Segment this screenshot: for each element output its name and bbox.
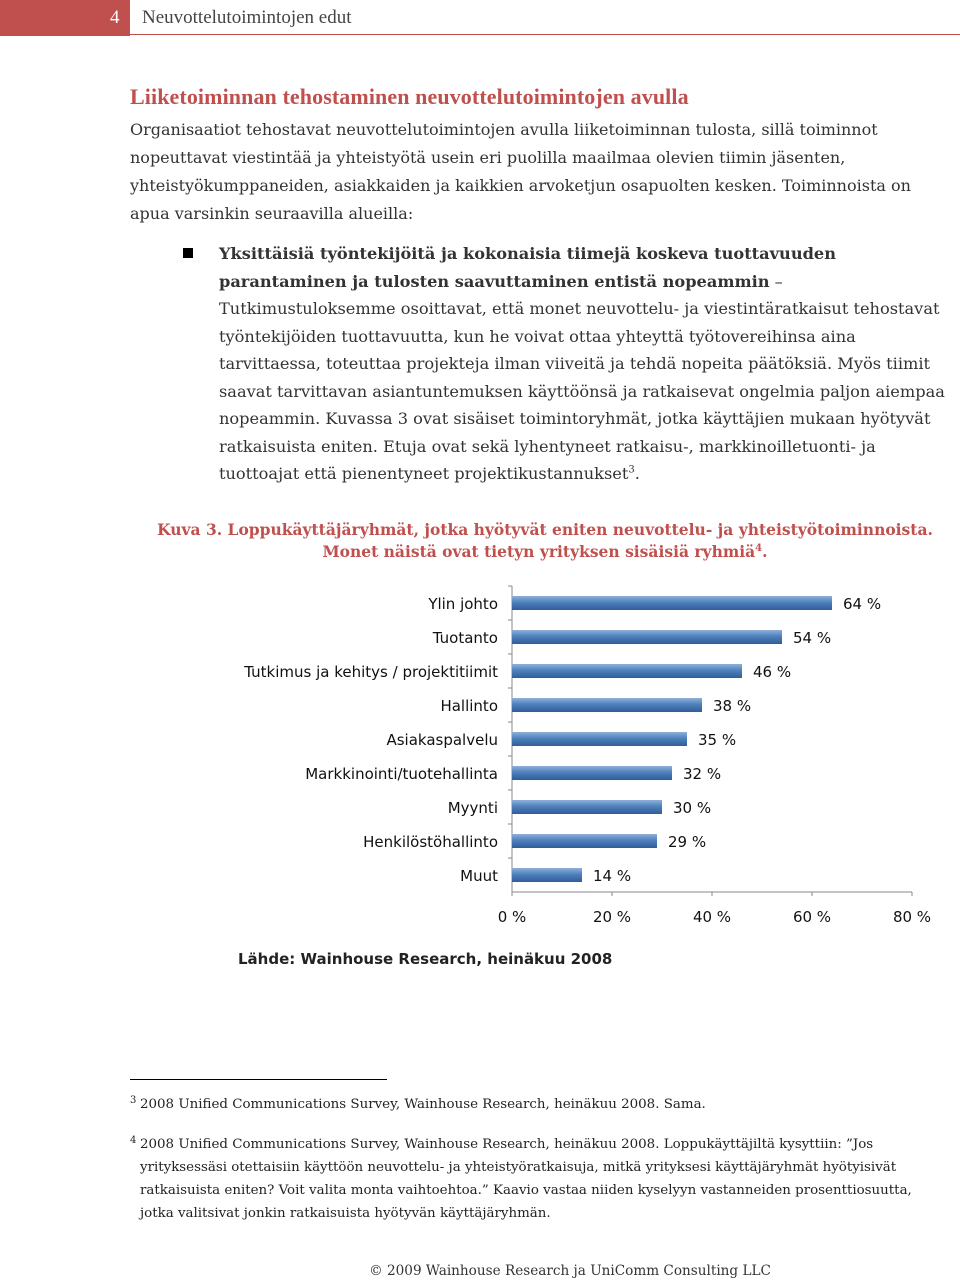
category-label: Henkilöstöhallinto [363, 833, 498, 851]
intro-paragraph: Organisaatiot tehostavat neuvottelutoimintojen avulla liiketoiminnan tulosta, sillä toiminnot nopeuttavat viestintää ja yhteistyötä usein eri puolilla maailmaa olevien tiimin jäsenten, yhteistyökumppaneiden, asiakkaiden ja kaikkien arvoketjun osapuolten kesken. Toiminnoista on apua varsinkin seuraavilla alueilla: [130, 120, 911, 223]
running-title: Neuvottelutoimintojen edut [142, 7, 352, 28]
bar [512, 766, 672, 780]
bar [512, 664, 742, 678]
category-label: Tuotanto [432, 629, 498, 647]
figure-caption [130, 519, 960, 563]
bar-value-label: 14 % [593, 867, 632, 885]
footnote-4-number: 4 [130, 1135, 137, 1146]
bar-value-label: 64 % [843, 595, 882, 613]
bullet-square-icon [183, 248, 193, 258]
bar [512, 596, 832, 610]
page-number: 4 [110, 7, 120, 28]
chart-source: Lähde: Wainhouse Research, heinäkuu 2008 [238, 950, 613, 968]
bullet-end: . [634, 464, 640, 483]
footnote-3-text: 2008 Unified Communications Survey, Wainhouse Research, heinäkuu 2008. Sama. [140, 1097, 706, 1112]
bar-value-label: 32 % [683, 765, 722, 783]
x-tick-label: 80 % [892, 908, 932, 926]
bar-value-label: 30 % [673, 799, 712, 817]
bar [512, 800, 662, 814]
footnote-4-text: 2008 Unified Communications Survey, Wainhouse Research, heinäkuu 2008. Loppukäyttäjiltä kysyttiin: ”Jos yrityksessäsi otettaisiin käyttöön neuvottelu- ja yhteistyöratkaisuja, mitkä yrityksesi käyttäjäryhmät hyötyisivät ratkaisuista eniten? Voit valita monta vaihtoehtoa.” Kaavio vastaa niiden kyselyyn vastanneiden prosenttiosuutta, jotka valitsivat jonkin ratkaisuista hyötyvän käyttäjäryhmän. [140, 1137, 912, 1221]
category-label: Muut [460, 867, 498, 885]
bar-chart [220, 580, 932, 980]
bar [512, 732, 687, 746]
bar-value-label: 35 % [698, 731, 737, 749]
bullet-footnote-ref[interactable]: 3 [628, 464, 635, 476]
page-header [0, 0, 960, 36]
x-tick-label: 20 % [592, 908, 632, 926]
footnote-3-number: 3 [130, 1095, 137, 1106]
bar-chart-svg [220, 580, 932, 980]
figure-label: Kuva 3. [157, 520, 223, 539]
caption-line-2: Monet näistä ovat tietyn yrityksen sisäisiä ryhmiä [322, 542, 756, 561]
bar-value-label: 54 % [793, 629, 832, 647]
bullet-paragraph [219, 240, 954, 488]
category-label: Asiakaspalvelu [386, 731, 498, 749]
bar [512, 698, 702, 712]
category-label: Markkinointi/tuotehallinta [305, 765, 498, 783]
bar-value-label: 38 % [713, 697, 752, 715]
bullet-body: – Tutkimustuloksemme osoittavat, että monet neuvottelu- ja viestintäratkaisut tehostavat työntekijöiden tuottavuutta, kun he voivat ottaa yhteyttä työtovereihinsa aina tarvittaessa, toteuttaa projekteja ilman viiveitä ja tehdä nopeita päätöksiä. Myös tiimit saavat tarvittavan asiantuntemuksen käyttöönsä ja ratkaisevat ongelmia paljon aiempaa nopeammin. Kuvassa 3 ovat sisäiset toimintoryhmät, jotka käyttäjien mukaan hyötyvät ratkaisuista eniten. Etuja ovat sekä lyhentyneet ratkaisu-, markkinoilletuonti- ja tuottoajat että pienentyneet projektikustannukset [219, 271, 945, 483]
bar [512, 868, 582, 882]
bar [512, 834, 657, 848]
section-heading: Liiketoiminnan tehostaminen neuvottelutoimintojen avulla [130, 84, 689, 109]
page-footer [0, 1263, 960, 1279]
bullet-lead: Yksittäisiä työntekijöitä ja kokonaisia tiimejä koskeva tuottavuuden parantaminen ja tulosten saavuttaminen entistä nopeammin [219, 244, 836, 291]
category-label: Tutkimus ja kehitys / projektitiimit [244, 663, 498, 681]
category-label: Myynti [447, 799, 498, 817]
bar [512, 630, 782, 644]
page-number-tab [0, 0, 130, 36]
footnote-rule [130, 1079, 387, 1080]
bar-value-label: 46 % [753, 663, 792, 681]
category-label: Ylin johto [428, 595, 498, 613]
caption-end: . [762, 542, 768, 561]
header-rule [130, 34, 960, 35]
x-tick-label: 60 % [792, 908, 832, 926]
x-tick-label: 40 % [692, 908, 732, 926]
caption-footnote-ref[interactable]: 4 [755, 542, 763, 554]
category-label: Hallinto [440, 697, 498, 715]
copyright-text: © 2009 Wainhouse Research ja UniComm Consulting LLC [369, 1263, 771, 1279]
bar-value-label: 29 % [668, 833, 707, 851]
x-tick-label: 0 % [497, 908, 527, 926]
caption-line-1: Loppukäyttäjäryhmät, jotka hyötyvät eniten neuvottelu- ja yhteistyötoiminnoista. [227, 520, 933, 539]
